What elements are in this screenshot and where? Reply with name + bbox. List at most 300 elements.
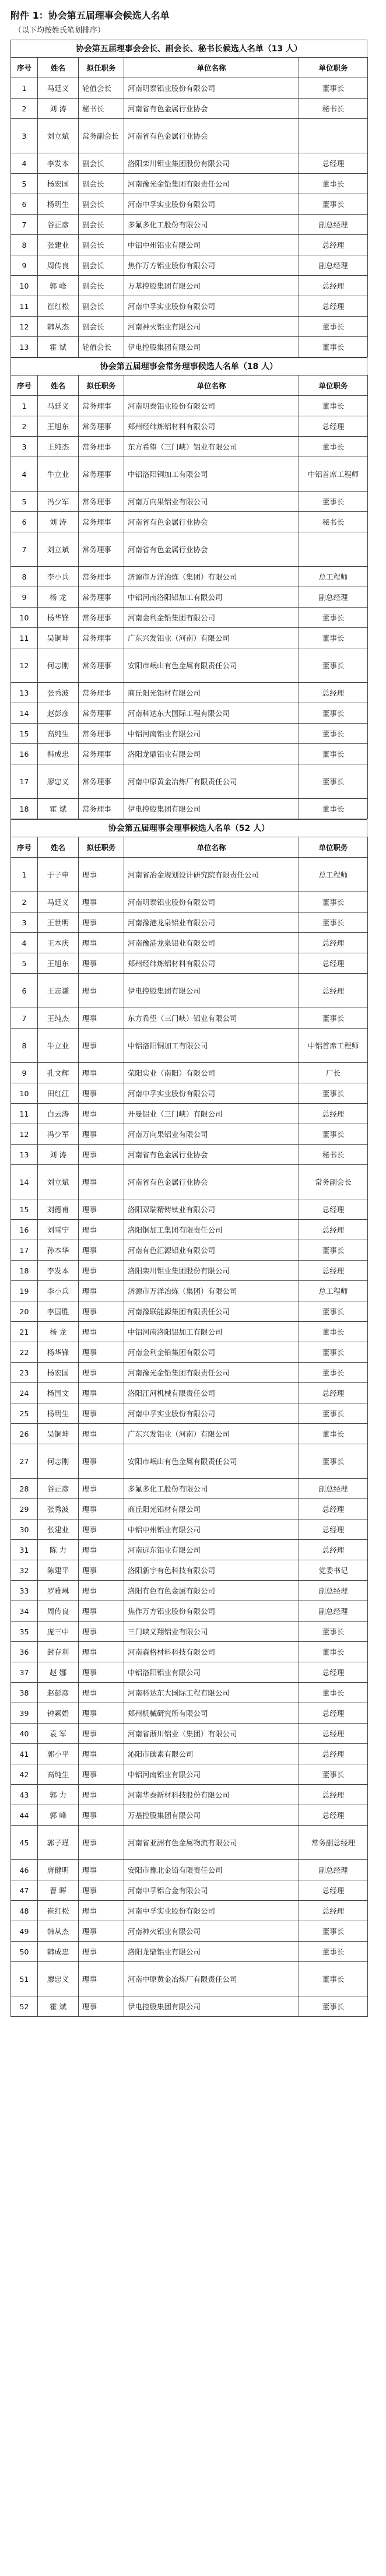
row-unit-position: 董事长 — [299, 628, 368, 648]
row-number: 52 — [11, 1996, 38, 2017]
header-position: 拟任职务 — [79, 375, 124, 396]
row-position: 理事 — [79, 1281, 124, 1301]
row-name: 冯少军 — [38, 1124, 79, 1145]
row-name: 曹 晖 — [38, 1880, 79, 1901]
row-name: 张秀波 — [38, 1499, 79, 1519]
row-unit: 东方希望（三门峡）铝业有限公司 — [124, 1008, 299, 1029]
row-position: 理事 — [79, 858, 124, 892]
row-unit-position: 董事长 — [299, 1622, 368, 1642]
row-unit-position: 总经理 — [299, 1901, 368, 1921]
table-row — [11, 974, 368, 1008]
row-number: 3 — [11, 913, 38, 933]
row-unit-position: 副总经理 — [299, 1601, 368, 1622]
row-unit: 商丘阳光铝材有限公司 — [124, 1499, 299, 1519]
row-name: 廖忠义 — [38, 1962, 79, 1996]
row-position: 理事 — [79, 1424, 124, 1444]
row-unit-position: 董事长 — [299, 437, 368, 457]
row-unit-position — [299, 532, 368, 567]
row-unit: 河南省有色金属行业协会 — [124, 1165, 299, 1199]
row-name: 王纯杰 — [38, 437, 79, 457]
table-row — [11, 255, 368, 276]
row-position: 理事 — [79, 1560, 124, 1581]
row-unit-position: 总经理 — [299, 1499, 368, 1519]
row-unit-position: 常务副会长 — [299, 1165, 368, 1199]
row-unit-position: 董事长 — [299, 764, 368, 799]
table-row — [11, 567, 368, 587]
row-unit: 中铝中州铝业有限公司 — [124, 235, 299, 255]
row-position: 理事 — [79, 1519, 124, 1540]
header-name: 姓名 — [38, 375, 79, 396]
row-unit-position: 秘书长 — [299, 99, 368, 119]
row-position: 理事 — [79, 1703, 124, 1724]
row-name: 郭 峰 — [38, 276, 79, 296]
row-position: 常务理事 — [79, 608, 124, 628]
row-unit-position: 副总经理 — [299, 215, 368, 235]
row-position: 理事 — [79, 1724, 124, 1744]
row-unit: 河南明泰铝业股份有限公司 — [124, 396, 299, 416]
row-unit-position: 董事长 — [299, 1124, 368, 1145]
table-header-row — [11, 58, 368, 78]
row-name: 刘 涛 — [38, 512, 79, 532]
table-caption: 协会第五届理事会会长、副会长、秘书长候选人名单（13 人） — [10, 40, 367, 57]
row-unit-position: 总工程师 — [299, 567, 368, 587]
row-position: 常务理事 — [79, 724, 124, 744]
row-name: 马廷义 — [38, 396, 79, 416]
row-position: 常务理事 — [79, 587, 124, 608]
header-unit: 单位名称 — [124, 837, 299, 858]
row-number: 11 — [11, 296, 38, 317]
row-unit: 河南金利金铅集团有限公司 — [124, 608, 299, 628]
row-unit: 三门峡义翔铝业有限公司 — [124, 1622, 299, 1642]
row-name: 王纯杰 — [38, 1008, 79, 1029]
row-name: 杨 龙 — [38, 587, 79, 608]
row-unit: 焦作万方铝业股份有限公司 — [124, 1601, 299, 1622]
row-unit: 中铝中州铝业有限公司 — [124, 1519, 299, 1540]
row-unit: 安阳市岷山有色金属有限责任公司 — [124, 1444, 299, 1479]
row-unit: 河南明泰铝业股份有限公司 — [124, 892, 299, 913]
row-unit-position: 董事长 — [299, 1301, 368, 1322]
row-unit-position: 董事长 — [299, 1424, 368, 1444]
row-position: 理事 — [79, 1805, 124, 1826]
row-unit: 河南豫港龙泉铝业有限公司 — [124, 933, 299, 953]
row-unit: 安阳市岷山有色金属有限责任公司 — [124, 648, 299, 683]
row-unit-position: 总经理 — [299, 1540, 368, 1560]
table-row — [11, 532, 368, 567]
row-position: 副会长 — [79, 276, 124, 296]
row-name: 李小兵 — [38, 567, 79, 587]
row-name: 吴铜坤 — [38, 1424, 79, 1444]
row-position: 理事 — [79, 1444, 124, 1479]
row-position: 理事 — [79, 1901, 124, 1921]
table-row — [11, 416, 368, 437]
row-unit: 河南科达东大国际工程有限公司 — [124, 703, 299, 724]
row-unit-position: 党委书记 — [299, 1560, 368, 1581]
row-name: 白云涛 — [38, 1104, 79, 1124]
document-note: （以下均按姓氏笔划排序） — [14, 26, 106, 35]
row-unit: 安阳市豫北金铅有限责任公司 — [124, 1860, 299, 1880]
header-no: 序号 — [11, 58, 38, 78]
table-row — [11, 99, 368, 119]
row-unit: 河南中孚实业股份有限公司 — [124, 1083, 299, 1104]
row-name: 霍 斌 — [38, 1996, 79, 2017]
row-name: 罗雅琳 — [38, 1581, 79, 1601]
table-row — [11, 1560, 368, 1581]
row-number: 10 — [11, 1083, 38, 1104]
row-unit-position: 总经理 — [299, 1261, 368, 1281]
row-name: 赵彭彦 — [38, 1683, 79, 1703]
row-position: 常务理事 — [79, 744, 124, 764]
table-row — [11, 1724, 368, 1744]
candidate-table — [10, 57, 368, 357]
table-row — [11, 1805, 368, 1826]
row-unit: 焦作万方铝业股份有限公司 — [124, 255, 299, 276]
row-unit: 商丘阳光铝材有限公司 — [124, 683, 299, 703]
table-row — [11, 492, 368, 512]
row-name: 赵 娜 — [38, 1662, 79, 1683]
row-unit-position: 总经理 — [299, 1104, 368, 1124]
row-name: 杨华锋 — [38, 608, 79, 628]
row-position: 常务理事 — [79, 437, 124, 457]
row-name: 吴铜坤 — [38, 628, 79, 648]
row-number: 40 — [11, 1724, 38, 1744]
row-name: 李发本 — [38, 1261, 79, 1281]
row-number: 37 — [11, 1662, 38, 1683]
table-row — [11, 1942, 368, 1962]
table-row — [11, 1383, 368, 1403]
row-number: 20 — [11, 1301, 38, 1322]
row-unit-position: 总工程师 — [299, 858, 368, 892]
row-unit-position: 董事长 — [299, 1444, 368, 1479]
row-position: 理事 — [79, 1220, 124, 1240]
row-number: 25 — [11, 1403, 38, 1424]
header-unit: 单位名称 — [124, 58, 299, 78]
row-number: 31 — [11, 1540, 38, 1560]
row-unit-position: 董事长 — [299, 396, 368, 416]
table-row — [11, 1996, 368, 2017]
row-number: 17 — [11, 764, 38, 799]
table-row — [11, 1403, 368, 1424]
row-name: 李国胜 — [38, 1301, 79, 1322]
row-unit: 洛阳栾川钼业集团股份有限公司 — [124, 153, 299, 174]
table-row — [11, 1826, 368, 1860]
table-row — [11, 933, 368, 953]
row-unit: 万基控股集团有限公司 — [124, 1805, 299, 1826]
row-name: 李发本 — [38, 153, 79, 174]
row-position: 轮值会长 — [79, 78, 124, 99]
table-row — [11, 683, 368, 703]
row-position: 理事 — [79, 1029, 124, 1063]
row-unit-position: 总经理 — [299, 683, 368, 703]
row-name: 周传良 — [38, 255, 79, 276]
header-position: 拟任职务 — [79, 58, 124, 78]
table-row — [11, 1703, 368, 1724]
row-unit: 中铝河南铝业有限公司 — [124, 1764, 299, 1785]
row-name: 韩成忠 — [38, 1942, 79, 1962]
row-unit: 河南有色汇源铝业有限公司 — [124, 1240, 299, 1261]
row-position: 常务理事 — [79, 492, 124, 512]
row-number: 42 — [11, 1764, 38, 1785]
row-position: 理事 — [79, 1921, 124, 1942]
row-position: 理事 — [79, 1581, 124, 1601]
row-position: 理事 — [79, 1008, 124, 1029]
row-unit: 河南华泰新材科技股份有限公司 — [124, 1785, 299, 1805]
row-unit-position: 总经理 — [299, 1744, 368, 1764]
row-unit: 伊电控股集团有限公司 — [124, 337, 299, 357]
row-unit-position: 总经理 — [299, 953, 368, 974]
row-number: 28 — [11, 1479, 38, 1499]
row-position: 理事 — [79, 1764, 124, 1785]
row-unit-position: 董事长 — [299, 1921, 368, 1942]
row-name: 高纯生 — [38, 1764, 79, 1785]
row-name: 王旭东 — [38, 416, 79, 437]
row-unit-position: 中铝首席工程师 — [299, 457, 368, 492]
row-unit: 洛阳龙鼎铝业有限公司 — [124, 744, 299, 764]
row-position: 理事 — [79, 1662, 124, 1683]
row-name: 张秀波 — [38, 683, 79, 703]
table-row — [11, 1764, 368, 1785]
row-position: 理事 — [79, 1124, 124, 1145]
row-unit: 河南豫港龙泉铝业有限公司 — [124, 913, 299, 933]
row-unit-position: 董事长 — [299, 703, 368, 724]
table-row — [11, 744, 368, 764]
row-unit-position: 副总经理 — [299, 587, 368, 608]
row-position: 理事 — [79, 1261, 124, 1281]
row-number: 13 — [11, 337, 38, 357]
table-row — [11, 892, 368, 913]
row-number: 32 — [11, 1560, 38, 1581]
row-unit-position: 副总经理 — [299, 255, 368, 276]
row-unit-position: 总经理 — [299, 1703, 368, 1724]
row-unit: 洛阳栾川钼业集团股份有限公司 — [124, 1261, 299, 1281]
row-position: 常务理事 — [79, 683, 124, 703]
row-position: 理事 — [79, 1499, 124, 1519]
table-row — [11, 1921, 368, 1942]
row-number: 9 — [11, 587, 38, 608]
table-row — [11, 913, 368, 933]
row-unit-position: 董事长 — [299, 1962, 368, 1996]
row-unit-position: 副总经理 — [299, 1860, 368, 1880]
row-name: 谷正彦 — [38, 1479, 79, 1499]
row-name: 杨明生 — [38, 1403, 79, 1424]
row-position: 常务理事 — [79, 396, 124, 416]
row-number: 18 — [11, 799, 38, 819]
row-position: 理事 — [79, 1540, 124, 1560]
row-unit-position: 总经理 — [299, 1383, 368, 1403]
row-unit-position: 董事长 — [299, 194, 368, 215]
row-unit: 沁阳市碳素有限公司 — [124, 1744, 299, 1764]
row-unit: 万基控股集团有限公司 — [124, 276, 299, 296]
row-number: 8 — [11, 567, 38, 587]
row-number: 6 — [11, 974, 38, 1008]
table-row — [11, 337, 368, 357]
table-row — [11, 235, 368, 255]
row-unit: 中铝洛阳铝业有限公司 — [124, 1662, 299, 1683]
header-position: 拟任职务 — [79, 837, 124, 858]
table-row — [11, 799, 368, 819]
row-name: 陈建平 — [38, 1560, 79, 1581]
row-unit: 荣阳实业（南阳）有限公司 — [124, 1063, 299, 1083]
row-position: 常务理事 — [79, 799, 124, 819]
row-number: 7 — [11, 1008, 38, 1029]
row-name: 崔红松 — [38, 1901, 79, 1921]
row-unit: 郑州机械研究所有限公司 — [124, 1703, 299, 1724]
row-name: 张建业 — [38, 1519, 79, 1540]
row-unit: 河南中孚实业股份有限公司 — [124, 1403, 299, 1424]
row-unit-position: 董事长 — [299, 724, 368, 744]
row-position: 理事 — [79, 1104, 124, 1124]
row-unit-position: 董事长 — [299, 648, 368, 683]
row-number: 10 — [11, 608, 38, 628]
table-row — [11, 1519, 368, 1540]
row-unit: 多氟多化工股份有限公司 — [124, 1479, 299, 1499]
row-unit-position: 总经理 — [299, 1662, 368, 1683]
row-unit-position: 中铝首席工程师 — [299, 1029, 368, 1063]
row-unit-position: 总经理 — [299, 153, 368, 174]
table-row — [11, 1240, 368, 1261]
row-unit-position: 总经理 — [299, 1785, 368, 1805]
row-unit-position: 董事长 — [299, 1683, 368, 1703]
row-position: 理事 — [79, 1622, 124, 1642]
row-position: 常务理事 — [79, 764, 124, 799]
row-number: 29 — [11, 1499, 38, 1519]
row-unit: 河南中原黄金冶炼厂有限责任公司 — [124, 1962, 299, 1996]
row-number: 11 — [11, 628, 38, 648]
row-number: 10 — [11, 276, 38, 296]
row-number: 14 — [11, 703, 38, 724]
row-unit: 河南省淅川铝业（集团）有限公司 — [124, 1724, 299, 1744]
row-position: 理事 — [79, 1403, 124, 1424]
row-name: 孔文辉 — [38, 1063, 79, 1083]
row-name: 庞三中 — [38, 1622, 79, 1642]
row-unit: 开曼铝业（三门峡）有限公司 — [124, 1104, 299, 1124]
table-row — [11, 153, 368, 174]
row-name: 刘 涛 — [38, 1145, 79, 1165]
row-number: 43 — [11, 1785, 38, 1805]
row-number: 1 — [11, 396, 38, 416]
table-header-row — [11, 837, 368, 858]
row-number: 46 — [11, 1860, 38, 1880]
row-number: 1 — [11, 78, 38, 99]
table-row — [11, 858, 368, 892]
row-name: 何志刚 — [38, 1444, 79, 1479]
row-position: 理事 — [79, 913, 124, 933]
candidate-table — [10, 375, 368, 819]
row-position: 理事 — [79, 1322, 124, 1342]
row-position: 理事 — [79, 1083, 124, 1104]
row-unit: 中铝河南洛阳铝加工有限公司 — [124, 1322, 299, 1342]
row-number: 5 — [11, 953, 38, 974]
row-unit-position: 董事长 — [299, 1083, 368, 1104]
row-name: 韩成忠 — [38, 744, 79, 764]
row-name: 王旭东 — [38, 953, 79, 974]
table-row — [11, 953, 368, 974]
table-row — [11, 1281, 368, 1301]
row-unit-position: 常务副总经理 — [299, 1826, 368, 1860]
row-number: 27 — [11, 1444, 38, 1479]
row-number: 2 — [11, 892, 38, 913]
table-row — [11, 648, 368, 683]
row-unit: 河南中孚实业股份有限公司 — [124, 194, 299, 215]
row-name: 刘 涛 — [38, 99, 79, 119]
row-unit: 洛阳龙鼎铝业有限公司 — [124, 1942, 299, 1962]
table-row — [11, 1363, 368, 1383]
table-row — [11, 1261, 368, 1281]
row-number: 44 — [11, 1805, 38, 1826]
row-unit-position: 董事长 — [299, 913, 368, 933]
row-name: 杨明生 — [38, 194, 79, 215]
row-number: 8 — [11, 235, 38, 255]
row-position: 副会长 — [79, 174, 124, 194]
row-unit: 伊电控股集团有限公司 — [124, 799, 299, 819]
row-position: 理事 — [79, 1199, 124, 1220]
row-unit: 河南省冶金规划设计研究院有限责任公司 — [124, 858, 299, 892]
row-number: 19 — [11, 1281, 38, 1301]
row-position: 理事 — [79, 892, 124, 913]
row-number: 39 — [11, 1703, 38, 1724]
row-unit-position: 总经理 — [299, 276, 368, 296]
row-unit: 中铝河南铝业有限公司 — [124, 724, 299, 744]
row-position: 理事 — [79, 1363, 124, 1383]
row-unit: 河南神火铝业有限公司 — [124, 1921, 299, 1942]
row-position: 常务副会长 — [79, 119, 124, 153]
row-unit: 伊电控股集团有限公司 — [124, 974, 299, 1008]
row-name: 谷正彦 — [38, 215, 79, 235]
row-name: 韩从杰 — [38, 317, 79, 337]
row-name: 廖忠义 — [38, 764, 79, 799]
row-number: 41 — [11, 1744, 38, 1764]
row-number: 24 — [11, 1383, 38, 1403]
row-name: 牛立业 — [38, 457, 79, 492]
row-name: 韩从杰 — [38, 1921, 79, 1942]
row-unit-position: 董事长 — [299, 1240, 368, 1261]
row-number: 14 — [11, 1165, 38, 1199]
table-row — [11, 276, 368, 296]
row-unit-position: 董事长 — [299, 1942, 368, 1962]
row-number: 7 — [11, 215, 38, 235]
row-position: 常务理事 — [79, 532, 124, 567]
row-unit: 中铝洛阳铜加工有限公司 — [124, 1029, 299, 1063]
table-row — [11, 296, 368, 317]
row-unit-position: 董事长 — [299, 337, 368, 357]
row-unit-position: 董事长 — [299, 799, 368, 819]
row-number: 12 — [11, 1124, 38, 1145]
row-unit: 济源市万洋冶炼（集团）有限公司 — [124, 567, 299, 587]
row-name: 王世明 — [38, 913, 79, 933]
row-position: 理事 — [79, 933, 124, 953]
row-name: 刘立斌 — [38, 119, 79, 153]
table-row — [11, 174, 368, 194]
row-position: 副会长 — [79, 296, 124, 317]
row-name: 杨宏国 — [38, 1363, 79, 1383]
row-number: 33 — [11, 1581, 38, 1601]
row-unit-position: 董事长 — [299, 892, 368, 913]
row-unit: 河南万向果铝业有限公司 — [124, 492, 299, 512]
row-name: 郭 力 — [38, 1785, 79, 1805]
row-name: 孙本华 — [38, 1240, 79, 1261]
row-name: 霍 斌 — [38, 337, 79, 357]
row-position: 理事 — [79, 1744, 124, 1764]
row-number: 49 — [11, 1921, 38, 1942]
row-position: 理事 — [79, 1996, 124, 2017]
table-row — [11, 1301, 368, 1322]
row-position: 理事 — [79, 1601, 124, 1622]
table-row — [11, 587, 368, 608]
row-number: 26 — [11, 1424, 38, 1444]
table-row — [11, 1008, 368, 1029]
header-name: 姓名 — [38, 58, 79, 78]
table-row — [11, 1901, 368, 1921]
row-unit: 伊电控股集团有限公司 — [124, 1996, 299, 2017]
